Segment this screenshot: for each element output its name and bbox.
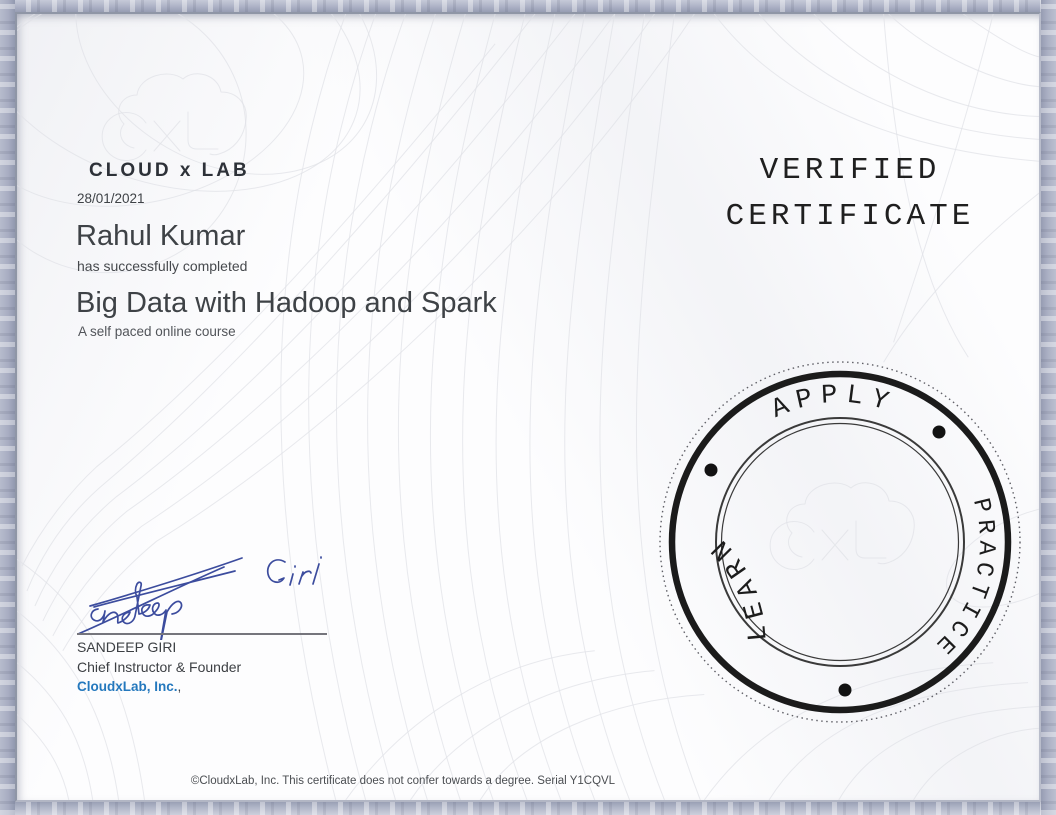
seal-word-apply: APPLY — [767, 380, 900, 426]
seal-center-cxl-logo — [770, 483, 914, 570]
certificate-body — [15, 12, 1041, 802]
signature-divider-line — [77, 633, 327, 635]
completion-text: has successfully completed — [77, 258, 248, 274]
company-suffix: , — [177, 679, 182, 694]
signatory-name: SANDEEP GIRI — [77, 639, 177, 655]
frame-top-edge — [0, 0, 1056, 12]
signatory-company — [77, 679, 181, 694]
verified-line1: VERIFIED — [759, 153, 941, 188]
frame-bottom-edge — [0, 802, 1056, 815]
seal-dot-bottom — [839, 684, 852, 697]
course-title: Big Data with Hadoop and Spark — [76, 287, 497, 319]
frame-left-edge — [0, 0, 15, 815]
issue-date: 28/01/2021 — [77, 191, 145, 206]
company-link[interactable]: CloudxLab, Inc. — [77, 679, 178, 694]
footer-disclaimer: ©CloudxLab, Inc. This certificate does not confer towards a degree. Serial Y1CQVL — [190, 775, 616, 787]
brand-name: CLOUD x LAB — [89, 160, 250, 181]
verified-certificate-label — [685, 148, 1015, 240]
signature-script — [72, 540, 332, 640]
seal-word-practice: PRACTICE — [926, 495, 1000, 663]
course-subtitle: A self paced online course — [78, 324, 236, 339]
cloudxlab-seal — [655, 357, 1025, 727]
cxl-cloud-icon — [102, 74, 246, 161]
signatory-title: Chief Instructor & Founder — [77, 659, 242, 675]
verified-line2: CERTIFICATE — [725, 199, 975, 234]
seal-dot-upper-left — [705, 464, 718, 477]
seal-word-learn: LEARN — [701, 527, 775, 643]
seal-dot-upper-right — [933, 426, 946, 439]
frame-right-edge — [1041, 0, 1056, 815]
recipient-name: Rahul Kumar — [76, 220, 246, 252]
